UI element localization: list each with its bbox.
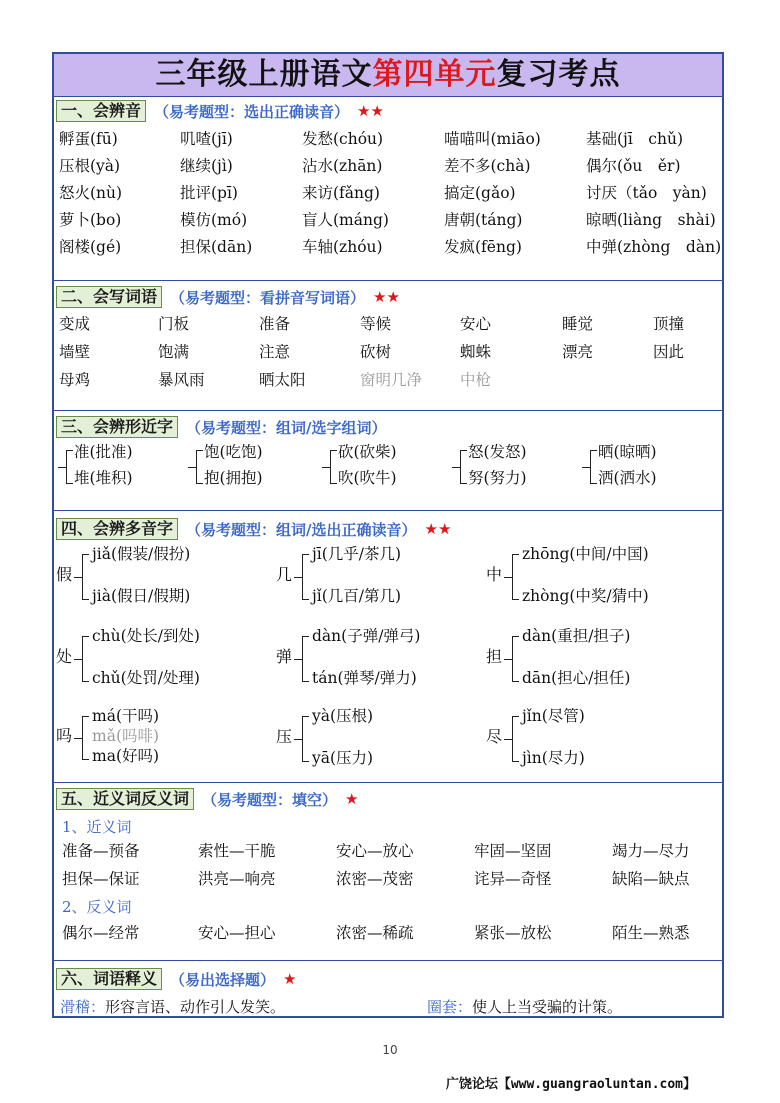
polyphone-reading: dān(担心/担任): [522, 669, 631, 687]
section-6-header: 六、词语释义 （易出选择题） ★: [56, 968, 296, 990]
antonym-pair: 陌生—熟悉: [612, 924, 690, 942]
polyphone-reading: chù(处长/到处): [92, 627, 200, 645]
section-4-header: 四、会辨多音字 （易考题型：组词/选出正确读音） ★★: [56, 518, 451, 540]
word-item: 母鸡: [59, 371, 91, 389]
polyphone-char: 担: [486, 647, 503, 666]
polyphone-reading: chǔ(处罚/处理): [92, 669, 200, 687]
polyphone-group: [486, 706, 716, 768]
word-item: 晒太阳: [259, 371, 306, 389]
synonym-pair: 安心—放心: [336, 842, 414, 860]
polyphone-reading: yà(压根): [312, 707, 374, 725]
polyphone-group: [486, 544, 716, 606]
pron-item: 模仿(mó): [180, 211, 248, 229]
polyphone-reading: dàn(重担/担子): [522, 627, 631, 645]
polyphone-group: [56, 544, 286, 606]
divider: [54, 96, 722, 97]
similar-item: 努(努力): [468, 469, 527, 487]
polyphone-reading: mǎ(吗啡): [92, 727, 160, 745]
word-item: 门板: [158, 315, 190, 333]
divider: [54, 782, 722, 783]
word-item: 注意: [259, 343, 291, 361]
bracket-line: [460, 450, 467, 484]
pron-item: 车轴(zhóu): [302, 238, 383, 256]
synonym-pair: 缺陷—缺点: [612, 870, 690, 888]
word-item: 饱满: [158, 343, 190, 361]
polyphone-reading: zhòng(中奖/猜中): [522, 587, 649, 605]
pron-item: 晾晒(liàng shài): [586, 211, 716, 229]
polyphone-char: 中: [486, 565, 503, 584]
similar-item: 饱(吃饱): [204, 443, 263, 461]
footer-site: 广饶论坛【www.guangraoluntan.com】: [445, 1077, 696, 1092]
synonym-pair: 索性—干脆: [198, 842, 276, 860]
word-item: 蜘蛛: [460, 343, 492, 361]
bracket-line: [590, 450, 597, 484]
pron-item: 唐朝(táng): [444, 211, 523, 229]
pron-item: 萝卜(bo): [59, 211, 122, 229]
polyphone-reading: má(干吗): [92, 707, 160, 725]
similar-pair: [60, 442, 180, 492]
polyphone-group: [276, 626, 506, 688]
polyphone-reading: jìn(尽力): [522, 749, 585, 767]
word-item: 等候: [360, 315, 392, 333]
bracket-line: [302, 636, 309, 682]
pron-item: 叽喳(jī): [180, 130, 233, 148]
similar-pair: [454, 442, 574, 492]
bracket-line: [302, 716, 309, 762]
polyphone-group: [56, 706, 286, 766]
similar-item: 抱(拥抱): [204, 469, 263, 487]
bracket-line: [196, 450, 203, 484]
polyphone-reading: jī(几乎/茶几): [312, 545, 402, 563]
pron-item: 中弹(zhòng dàn): [586, 238, 722, 256]
word-item: 因此: [653, 343, 685, 361]
pron-item: 孵蛋(fū): [59, 130, 118, 148]
polyphone-group: [276, 544, 506, 606]
similar-item: 砍(砍柴): [338, 443, 397, 461]
word-item: 墙壁: [59, 343, 91, 361]
word-item: 准备: [259, 315, 291, 333]
pron-item: 阁楼(gé): [59, 238, 122, 256]
synonym-pair: 浓密—茂密: [336, 870, 414, 888]
pron-row: [56, 126, 722, 152]
pron-item: 来访(fǎng): [302, 184, 380, 202]
section-5-header: 五、近义词反义词 （易考题型：填空） ★: [56, 788, 358, 810]
polyphone-char: 几: [276, 565, 293, 584]
similar-item: 准(批准): [74, 443, 133, 461]
synonym-pair: 牢固—坚固: [474, 842, 552, 860]
synonym-row: [56, 838, 722, 864]
pron-item: 差不多(chà): [444, 157, 531, 175]
pron-item: 怒火(nù): [59, 184, 123, 202]
bracket-line: [82, 636, 89, 682]
pron-row: [56, 153, 722, 179]
polyphone-reading: tán(弹琴/弹力): [312, 669, 417, 687]
pron-row: [56, 234, 722, 260]
polyphone-reading: jiǎ(假装/假扮): [92, 545, 191, 563]
word-item: 中枪: [460, 371, 492, 389]
word-item: 安心: [460, 315, 492, 333]
definition-2: 圈套：使人上当受骗的计策。: [427, 998, 623, 1016]
divider: [54, 960, 722, 961]
divider: [54, 280, 722, 281]
similar-item: 吹(吹牛): [338, 469, 397, 487]
antonym-pair: 偶尔—经常: [62, 924, 140, 942]
word-item: 漂亮: [562, 343, 594, 361]
polyphone-char: 压: [276, 727, 293, 746]
antonym-row: [56, 920, 722, 946]
polyphone-char: 处: [56, 647, 73, 666]
similar-pair: [190, 442, 310, 492]
antonym-pair: 浓密—稀疏: [336, 924, 414, 942]
synonym-pair: 洪亮—响亮: [198, 870, 276, 888]
pron-item: 盲人(máng): [302, 211, 389, 229]
word-item: 顶撞: [653, 315, 685, 333]
pron-item: 压根(yà): [59, 157, 121, 175]
section-1-header: 一、会辨音 （易考题型：选出正确读音） ★★: [56, 100, 384, 122]
synonym-label: 1、近义词: [62, 818, 132, 836]
pron-item: 喵喵叫(miāo): [444, 130, 541, 148]
similar-pair: [584, 442, 704, 492]
polyphone-reading: zhōng(中间/中国): [522, 545, 649, 563]
synonym-pair: 准备—预备: [62, 842, 140, 860]
synonym-pair: 竭力—尽力: [612, 842, 690, 860]
page-title: 三年级上册语文第四单元复习考点: [54, 54, 722, 96]
polyphone-reading: jià(假日/假期): [92, 587, 191, 605]
pron-item: 搞定(gǎo): [444, 184, 516, 202]
similar-item: 怒(发怒): [468, 443, 527, 461]
polyphone-reading: jǐ(几百/第几): [312, 587, 402, 605]
polyphone-char: 弹: [276, 647, 293, 666]
pron-row: [56, 207, 722, 233]
bracket-line: [302, 554, 309, 600]
word-item: 暴风雨: [158, 371, 205, 389]
pron-item: 批评(pī): [180, 184, 238, 202]
polyphone-char: 吗: [56, 726, 73, 745]
similar-item: 洒(洒水): [598, 469, 657, 487]
divider: [54, 410, 722, 411]
bracket-line: [82, 554, 89, 600]
section-3-header: 三、会辨形近字 （易考题型：组词/选字组词）: [56, 416, 387, 438]
pron-item: 讨厌（tǎo yàn): [586, 184, 707, 202]
similar-pair: [324, 442, 444, 492]
similar-item: 晒(晾晒): [598, 443, 657, 461]
pron-item: 担保(dān): [180, 238, 253, 256]
bracket-line: [512, 636, 519, 682]
polyphone-group: [486, 626, 716, 688]
bracket-line: [512, 554, 519, 600]
polyphone-group: [56, 626, 286, 688]
bracket-line: [82, 716, 89, 760]
polyphone-reading: jǐn(尽管): [522, 707, 585, 725]
antonym-pair: 紧张—放松: [474, 924, 552, 942]
polyphone-reading: dàn(子弹/弹弓): [312, 627, 421, 645]
section-2-header: 二、会写词语 （易考题型：看拼音写词语） ★★: [56, 286, 400, 308]
pron-item: 偶尔(ǒu ěr): [586, 157, 681, 175]
word-item: 砍树: [360, 343, 392, 361]
polyphone-reading: yā(压力): [312, 749, 374, 767]
word-item: 窗明几净: [360, 371, 423, 389]
bracket-line: [330, 450, 337, 484]
antonym-pair: 安心—担心: [198, 924, 276, 942]
word-item: 睡觉: [562, 315, 594, 333]
synonym-pair: 诧异—奇怪: [474, 870, 552, 888]
similar-item: 堆(堆积): [74, 469, 133, 487]
page-number: 10: [382, 1043, 398, 1057]
bracket-line: [512, 716, 519, 762]
pron-item: 发愁(chóu): [302, 130, 384, 148]
word-row: [56, 311, 722, 337]
divider: [54, 510, 722, 511]
synonym-row: [56, 866, 722, 892]
polyphone-char: 尽: [486, 727, 503, 746]
pron-item: 沾水(zhān): [302, 157, 383, 175]
word-row: [56, 339, 722, 365]
pron-item: 继续(jì): [180, 157, 233, 175]
antonym-label: 2、反义词: [62, 898, 132, 916]
polyphone-reading: ma(好吗): [92, 747, 160, 765]
synonym-pair: 担保—保证: [62, 870, 140, 888]
content-frame: [52, 52, 724, 1018]
word-item: 变成: [59, 315, 91, 333]
pron-item: 基础(jī chǔ): [586, 130, 684, 148]
pron-row: [56, 180, 722, 206]
pron-item: 发疯(fēng): [444, 238, 522, 256]
polyphone-char: 假: [56, 565, 73, 584]
polyphone-group: [276, 706, 506, 768]
bracket-line: [66, 450, 73, 484]
word-row: [56, 367, 722, 393]
definition-1: 滑稽：形容言语、动作引人发笑。: [60, 998, 286, 1016]
